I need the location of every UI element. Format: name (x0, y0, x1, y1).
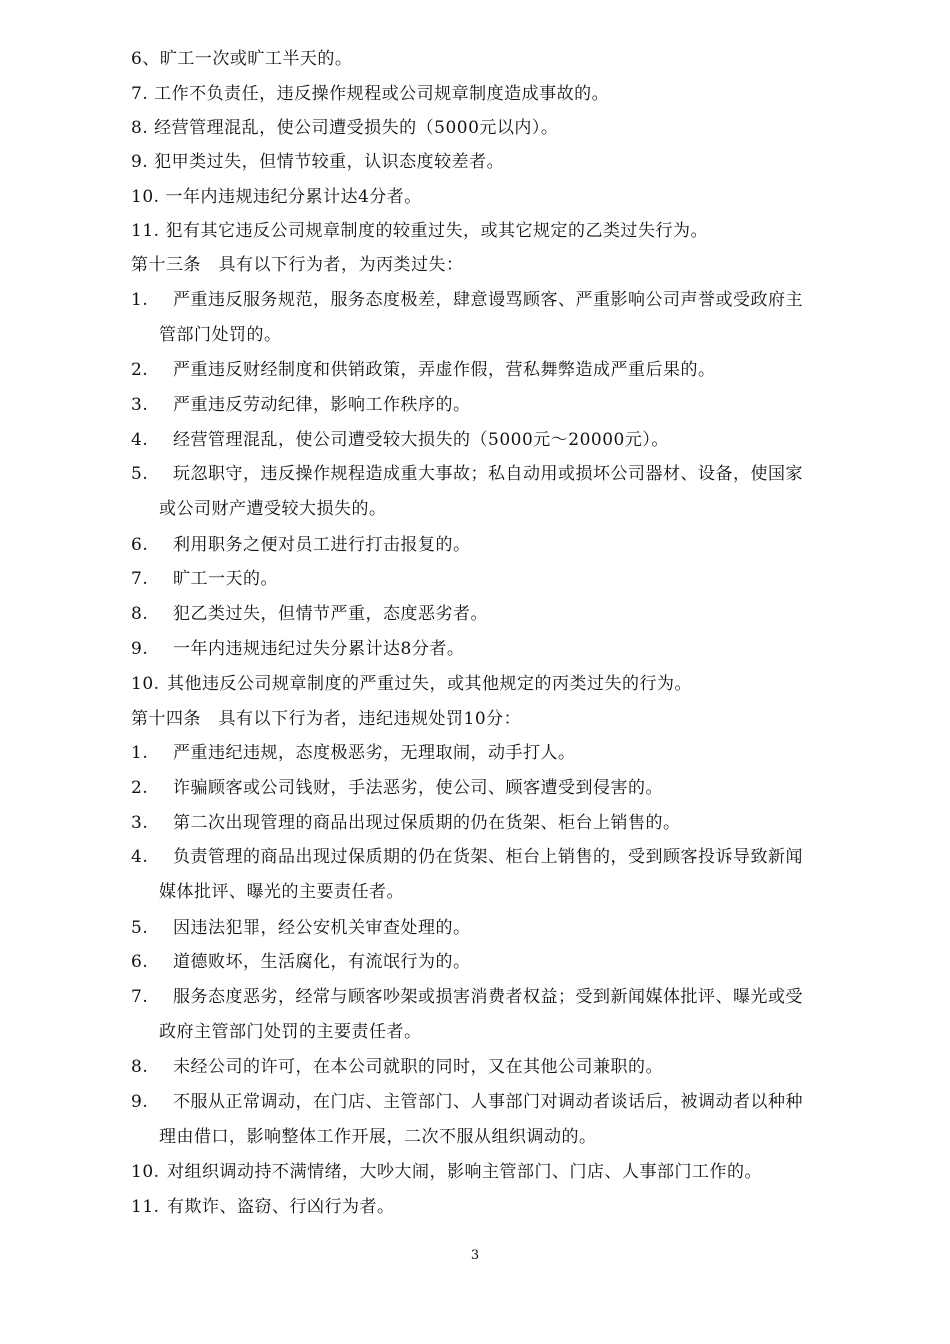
item-text-continued: 政府主管部门处罚的主要责任者。 (159, 1022, 422, 1042)
item-text: 有欺诈、盗窃、行凶行为者。 (167, 1197, 395, 1217)
item-text: 道德败坏，生活腐化，有流氓行为的。 (173, 952, 471, 972)
item-text: 利用职务之便对员工进行打击报复的。 (173, 535, 471, 555)
item-text: 严重违反劳动纪律，影响工作秩序的。 (173, 395, 471, 415)
item-number: 4. (131, 847, 149, 867)
article-14-heading: 第十四条 具有以下行为者，违纪违规处罚10分： (131, 709, 522, 729)
item-text-continued: 管部门处罚的。 (159, 325, 282, 345)
item-text: 诈骗顾客或公司钱财，手法恶劣，使公司、顾客遭受到侵害的。 (173, 778, 663, 798)
list-item: 6、旷工一次或旷工半天的。 (131, 49, 353, 69)
list-item: 10. 一年内违规违纪分累计达4分者。 (131, 187, 422, 207)
list-item: 8. 经营管理混乱，使公司遭受损失的（5000元以内）。 (131, 118, 559, 138)
item-text: 严重违反财经制度和供销政策，弄虚作假，营私舞弊造成严重后果的。 (173, 360, 716, 380)
item-number: 10. (131, 674, 160, 694)
item-number: 4. (131, 430, 149, 450)
item-text: 因违法犯罪，经公安机关审查处理的。 (173, 918, 471, 938)
item-number: 5. (131, 918, 149, 938)
list-item: 7. 工作不负责任，违反操作规程或公司规章制度造成事故的。 (131, 84, 610, 104)
item-text-continued: 理由借口，影响整体工作开展，二次不服从组织调动的。 (159, 1127, 597, 1147)
list-item: 11. 犯有其它违反公司规章制度的较重过失，或其它规定的乙类过失行为。 (131, 221, 708, 241)
item-text: 对组织调动持不满情绪，大吵大闹，影响主管部门、门店、人事部门工作的。 (167, 1162, 762, 1182)
item-number: 3. (131, 395, 149, 415)
item-text: 负责管理的商品出现过保质期的仍在货架、柜台上销售的，受到顾客投诉导致新闻 (173, 847, 803, 867)
item-text: 其他违反公司规章制度的严重过失，或其他规定的丙类过失的行为。 (167, 674, 692, 694)
item-text: 服务态度恶劣，经常与顾客吵架或损害消费者权益；受到新闻媒体批评、曝光或受 (173, 987, 803, 1007)
item-text: 第二次出现管理的商品出现过保质期的仍在货架、柜台上销售的。 (173, 813, 681, 833)
article-13-heading: 第十三条 具有以下行为者，为丙类过失： (131, 255, 464, 275)
list-item: 9. 犯甲类过失，但情节较重，认识态度较差者。 (131, 152, 505, 172)
item-text: 一年内违规违纪过失分累计达8分者。 (173, 639, 465, 659)
item-number: 1. (131, 290, 149, 310)
item-number: 2. (131, 778, 149, 798)
item-number: 2. (131, 360, 149, 380)
item-number: 6. (131, 952, 149, 972)
item-number: 6. (131, 535, 149, 555)
item-text: 玩忽职守，违反操作规程造成重大事故；私自动用或损坏公司器材、设备，使国家 (173, 464, 803, 484)
item-text: 旷工一天的。 (173, 569, 278, 589)
item-number: 9. (131, 639, 149, 659)
item-number: 9. (131, 1092, 149, 1112)
item-text: 未经公司的许可，在本公司就职的同时，又在其他公司兼职的。 (173, 1057, 663, 1077)
item-number: 7. (131, 569, 149, 589)
item-text: 不服从正常调动，在门店、主管部门、人事部门对调动者谈话后，被调动者以种种 (173, 1092, 803, 1112)
item-number: 3. (131, 813, 149, 833)
page-number: 3 (470, 1248, 480, 1263)
item-text-continued: 或公司财产遭受较大损失的。 (159, 499, 387, 519)
item-number: 5. (131, 464, 149, 484)
item-text: 经营管理混乱，使公司遭受较大损失的（5000元～20000元）。 (173, 430, 669, 450)
item-number: 7. (131, 987, 149, 1007)
item-text: 犯乙类过失，但情节严重，态度恶劣者。 (173, 604, 488, 624)
item-number: 8. (131, 604, 149, 624)
item-number: 11. (131, 1197, 160, 1217)
item-number: 10. (131, 1162, 160, 1182)
item-number: 1. (131, 743, 149, 763)
item-text-continued: 媒体批评、曝光的主要责任者。 (159, 882, 404, 902)
item-text: 严重违反服务规范，服务态度极差，肆意谩骂顾客、严重影响公司声誉或受政府主 (173, 290, 803, 310)
item-text: 严重违纪违规，态度极恶劣，无理取闹，动手打人。 (173, 743, 576, 763)
item-number: 8. (131, 1057, 149, 1077)
